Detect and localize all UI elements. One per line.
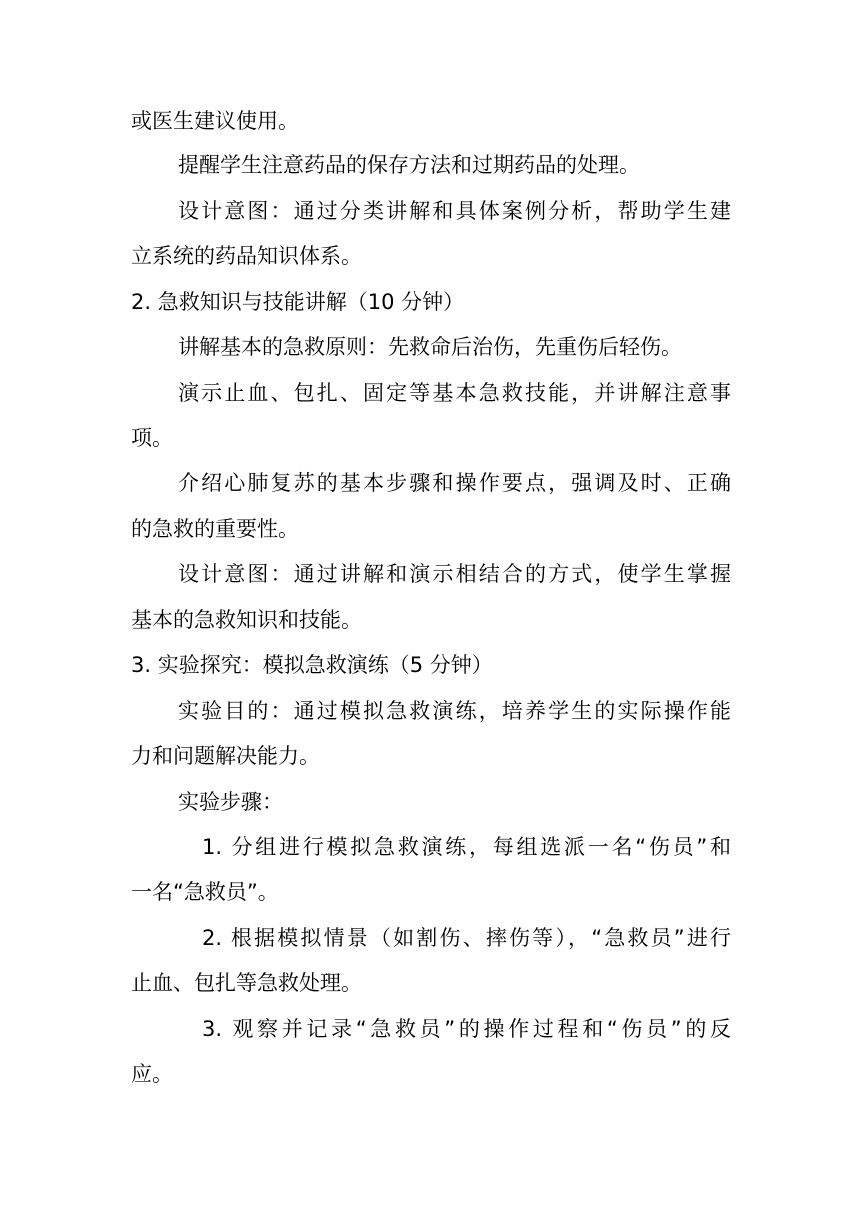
list-item: 1. 分组进行模拟急救演练，每组选派一名“伤员”和 <box>202 835 731 859</box>
list-item-continuation: 止血、包扎等急救处理。 <box>131 971 362 995</box>
list-item-continuation: 一名“急救员”。 <box>131 880 279 904</box>
paragraph-line: 或医生建议使用。 <box>131 109 299 133</box>
list-item-continuation: 应。 <box>131 1062 173 1086</box>
section-heading: 2. 急救知识与技能讲解（10 分钟） <box>131 290 465 314</box>
paragraph-line: 提醒学生注意药品的保存方法和过期药品的处理。 <box>178 153 640 177</box>
paragraph-line: 的急救的重要性。 <box>131 517 299 541</box>
paragraph-line: 设计意图：通过分类讲解和具体案例分析，帮助学生建 <box>178 199 731 223</box>
paragraph-line: 实验目的：通过模拟急救演练，培养学生的实际操作能 <box>178 699 731 723</box>
list-item: 2. 根据模拟情景（如割伤、摔伤等），“急救员”进行 <box>202 926 731 950</box>
paragraph-line: 力和问题解决能力。 <box>131 744 320 768</box>
paragraph-line: 实验步骤： <box>178 790 283 814</box>
paragraph-line: 基本的急救知识和技能。 <box>131 608 362 632</box>
paragraph-line: 设计意图：通过讲解和演示相结合的方式，使学生掌握 <box>178 562 731 586</box>
paragraph-line: 立系统的药品知识体系。 <box>131 244 362 268</box>
section-heading: 3. 实验探究：模拟急救演练（5 分钟） <box>131 653 493 677</box>
paragraph-line: 演示止血、包扎、固定等基本急救技能，并讲解注意事 <box>178 381 731 405</box>
paragraph-line: 介绍心肺复苏的基本步骤和操作要点，强调及时、正确 <box>178 471 731 495</box>
paragraph-line: 讲解基本的急救原则：先救命后治伤，先重伤后轻伤。 <box>178 335 682 359</box>
paragraph-line: 项。 <box>131 426 173 450</box>
list-item: 3. 观察并记录“急救员”的操作过程和“伤员”的反 <box>202 1017 731 1041</box>
